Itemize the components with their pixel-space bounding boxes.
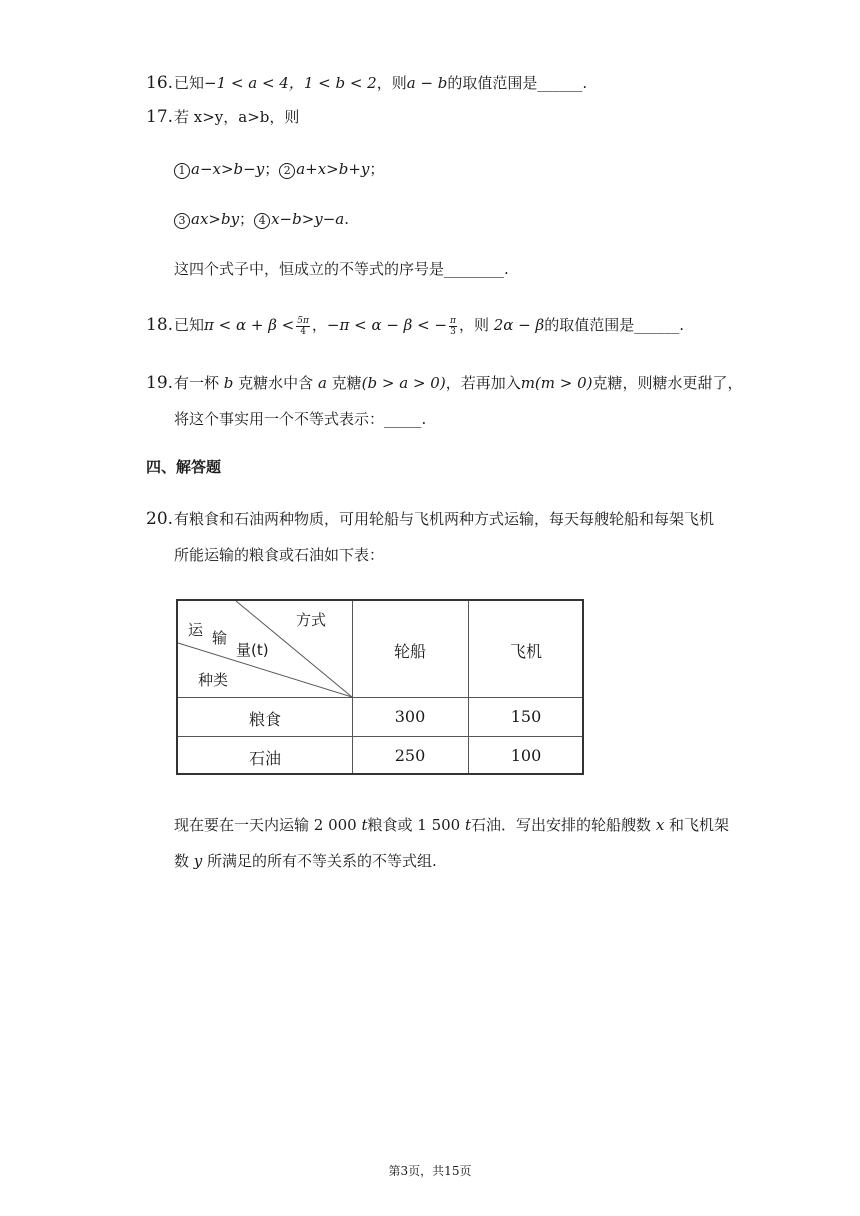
column-header-plane: 飞机 (509, 642, 542, 661)
q20-line-2: 所能运输的粮食或石油如下表： (174, 546, 385, 564)
corner-label-method: 方式 (296, 611, 327, 629)
table-cell: 250 (394, 746, 426, 765)
circled-number: 2 (279, 163, 295, 179)
q17-options-line-1: 1 a−x>b−y； 2 a+x>b+y； (174, 158, 384, 180)
corner-label: 运 (188, 621, 204, 639)
page-number: 第3页，共15页 (388, 1164, 472, 1178)
q17-options-line-2: 3 ax>by； 4 x−b>y−a. (174, 208, 349, 230)
question-number: 18. (146, 315, 174, 335)
q19-line-2: 将这个事实用一个不等式表示：_____. (174, 410, 427, 428)
corner-label: 输 (212, 629, 228, 647)
question-19: 19.有一杯 b 克糖水中含 a 克糖(b > a > 0)，若再加入m(m > 0)克糖，则糖水更甜了， (146, 373, 743, 393)
question-number: 20. (146, 509, 174, 529)
question-16: 16.已知−1 < a < 4，1 < b < 2，则a − b的取值范围是______. (146, 73, 588, 93)
circled-number: 1 (174, 163, 190, 179)
q20-after-line-1: 现在要在一天内运输 2 000 t粮食或 1 500 t石油．写出安排的轮船艘数 x 和飞机架 (174, 816, 730, 834)
question-20: 20.有粮食和石油两种物质，可用轮船与飞机两种方式运输，每天每艘轮船和每架飞机 (146, 509, 715, 529)
transport-table (176, 599, 584, 775)
table-divider (178, 697, 582, 698)
fraction: $\frac{5\pi}{4}$ (297, 315, 309, 337)
corner-label-amount: 量(t) (236, 641, 269, 659)
table-cell: 150 (510, 707, 542, 726)
table-cell: 300 (394, 707, 426, 726)
question-number: 17. (146, 107, 174, 127)
q20-after-line-2: 数 y 所满足的所有不等关系的不等式组. (174, 852, 437, 870)
section-heading: 四、解答题 (146, 458, 222, 476)
fraction: $\frac{\pi}{3}$ (450, 315, 456, 337)
question-17 (146, 106, 299, 128)
column-header-ship: 轮船 (393, 642, 426, 661)
row-label-oil: 石油 (248, 749, 281, 768)
question-number: 16. (146, 73, 174, 93)
question-number: 19. (146, 373, 174, 393)
table-cell: 100 (510, 746, 542, 765)
row-label-grain: 粮食 (248, 710, 281, 729)
question-text: 若 x>y，a>b，则 (174, 108, 300, 126)
question-18: 18.已知π < α + β < $\frac{5\pi}{4}$ ，−π < α − β < − $\frac{\pi}{3}$ ，则 2α − β的取值范围是______. (146, 315, 684, 337)
corner-label-category: 种类 (198, 671, 229, 689)
circled-number: 4 (254, 213, 270, 229)
q17-ask: 这四个式子中，恒成立的不等式的序号是________. (174, 260, 509, 278)
table-divider (178, 736, 582, 737)
circled-number: 3 (174, 213, 190, 229)
